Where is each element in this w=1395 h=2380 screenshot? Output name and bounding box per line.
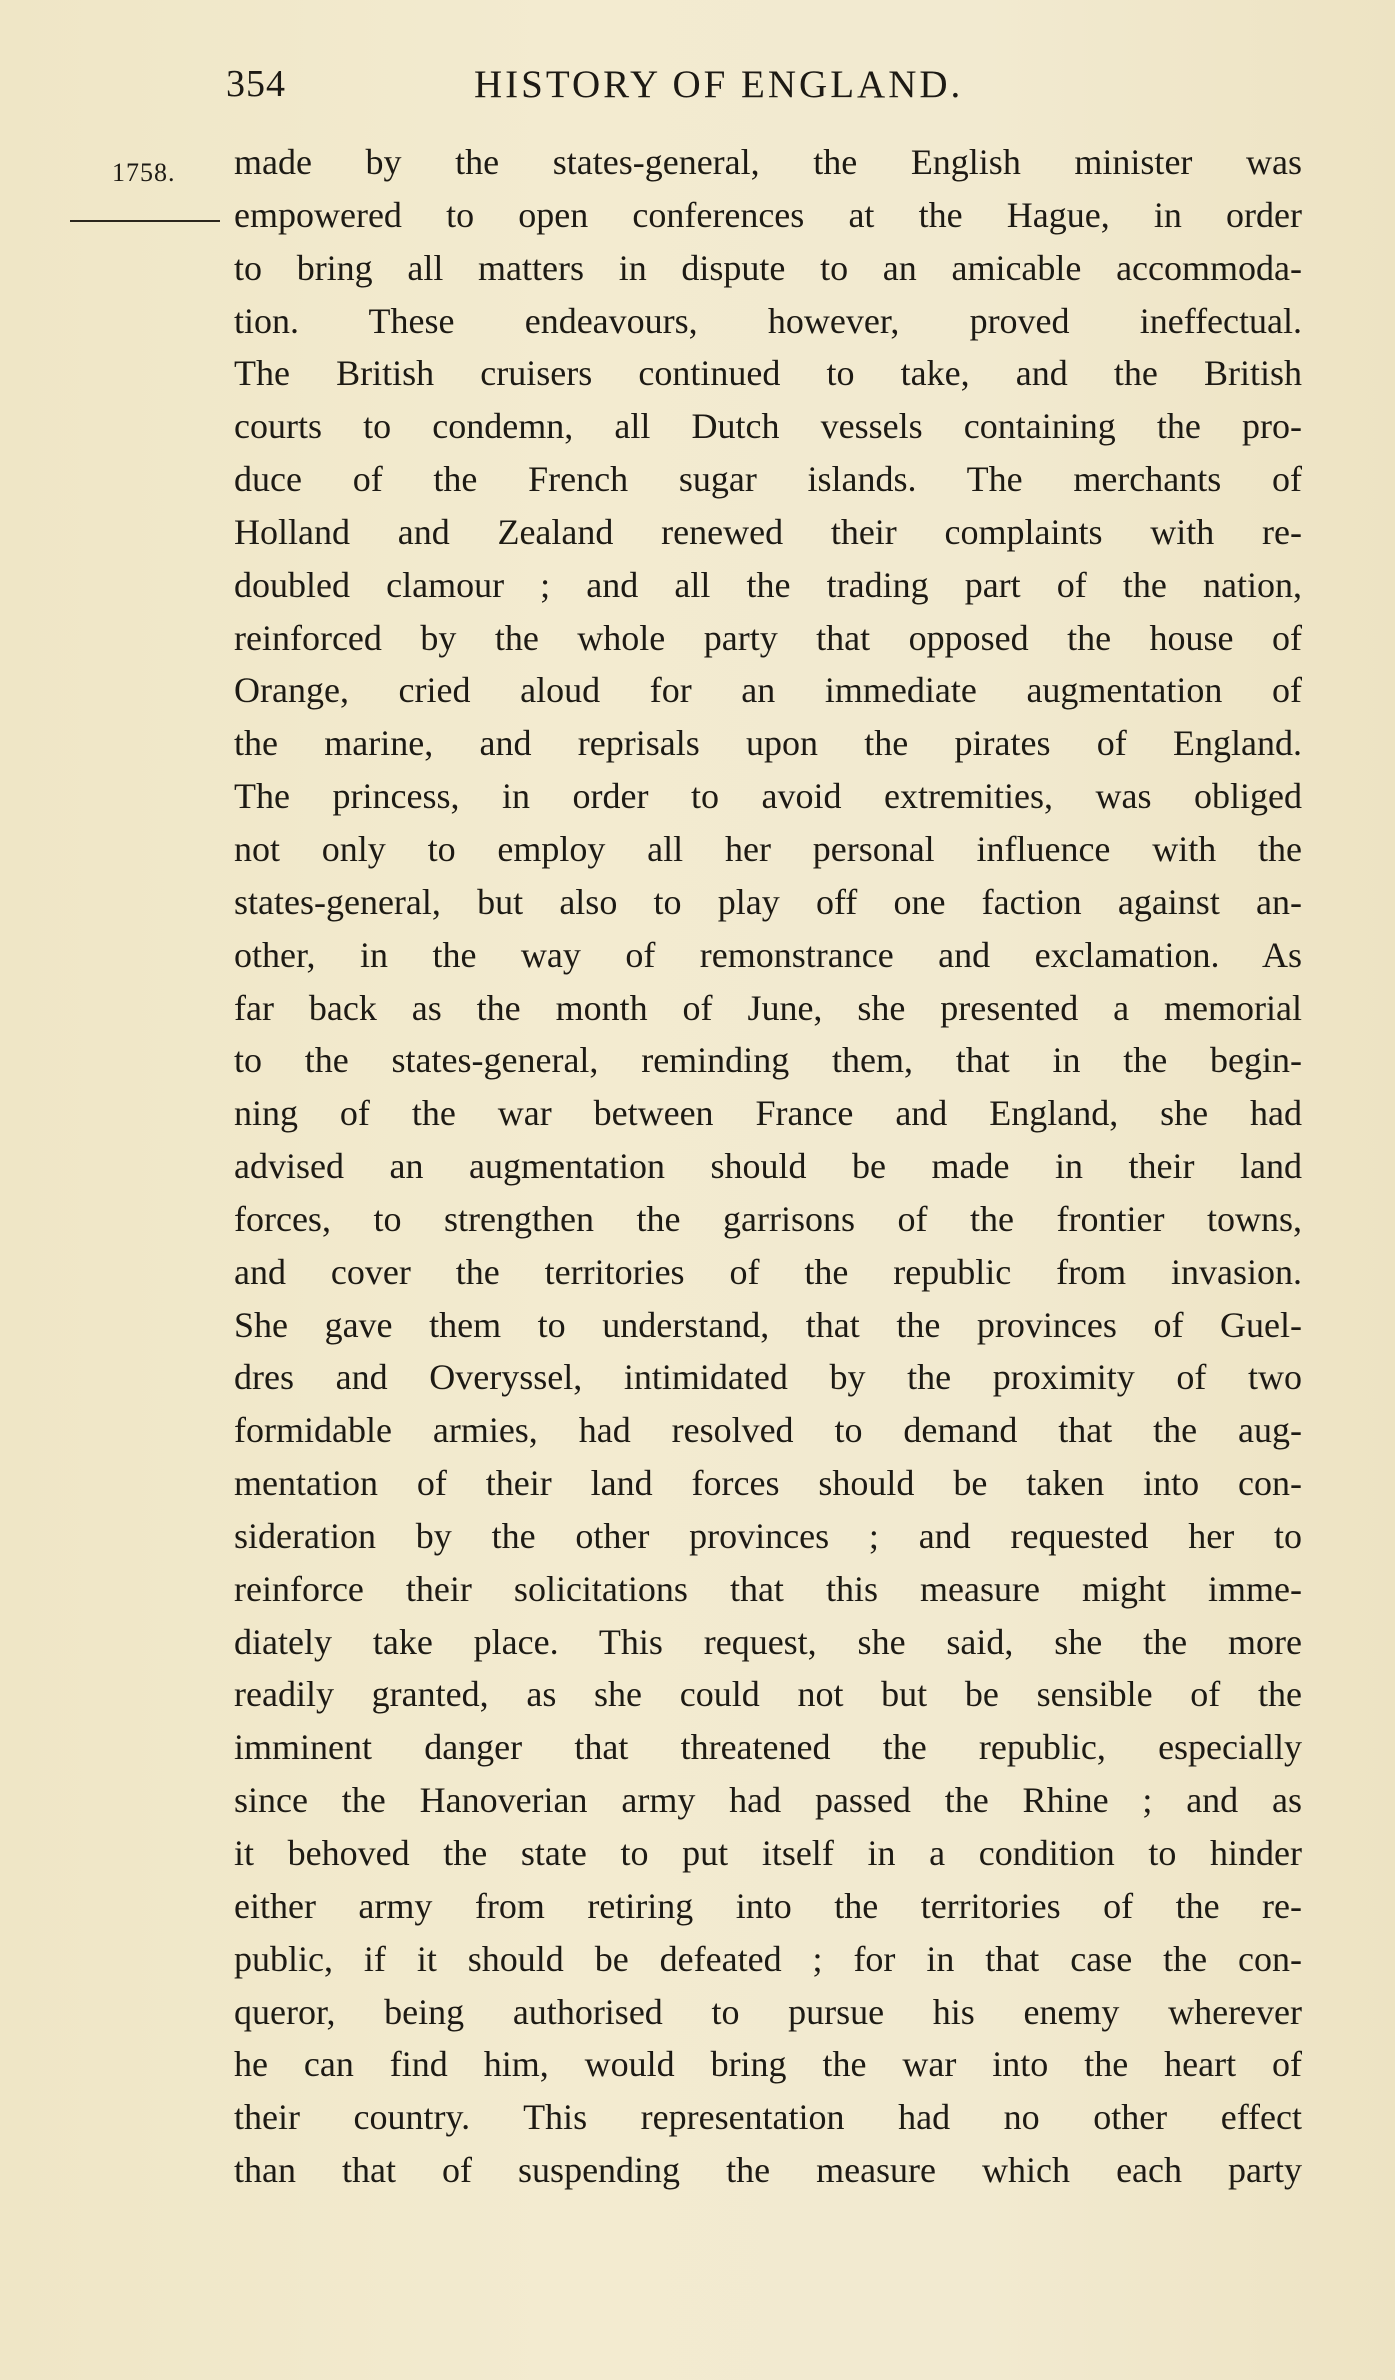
text-line: readily granted, as she could not but be sensible of the (234, 1674, 1302, 1715)
text-line: advised an augmentation should be made in their land (234, 1146, 1302, 1187)
text-line: Holland and Zealand renewed their complaints with re- (234, 511, 1302, 552)
text-line: dres and Overyssel, intimidated by the proximity of two (234, 1357, 1302, 1398)
text-line: tion. These endeavours, however, proved ineffectual. (234, 300, 1302, 341)
text-line: their country. This representation had no other effect (234, 2097, 1302, 2138)
text-line: to the states-general, reminding them, that in the begin- (234, 1040, 1302, 1081)
text-line: The princess, in order to avoid extremities, was obliged (234, 776, 1302, 817)
text-line: far back as the month of June, she presented a memorial (234, 987, 1302, 1028)
text-line: empowered to open conferences at the Hague, in order (234, 194, 1302, 235)
text-line: than that of suspending the measure which each party (234, 2150, 1302, 2191)
text-line: courts to condemn, all Dutch vessels containing the pro- (234, 406, 1302, 447)
text-line: reinforce their solicitations that this measure might imme- (234, 1568, 1302, 1609)
text-line: states-general, but also to play off one faction against an- (234, 881, 1302, 922)
text-line: She gave them to understand, that the provinces of Guel- (234, 1304, 1302, 1345)
margin-year: 1758. (112, 158, 176, 187)
running-head: HISTORY OF ENGLAND. (474, 63, 964, 106)
text-line: forces, to strengthen the garrisons of the frontier towns, (234, 1198, 1302, 1239)
page-number: 354 (226, 63, 286, 105)
text-line: to bring all matters in dispute to an amicable accommoda- (234, 247, 1302, 288)
text-line: queror, being authorised to pursue his enemy wherever (234, 1991, 1302, 2032)
text-line: either army from retiring into the territories of the re- (234, 1885, 1302, 1926)
text-line: imminent danger that threatened the republic, especially (234, 1727, 1302, 1768)
text-line: diately take place. This request, she said, she the more (234, 1621, 1302, 1662)
text-line: it behoved the state to put itself in a condition to hinder (234, 1833, 1302, 1873)
text-line: made by the states-general, the English minister was (234, 142, 1302, 182)
text-line: mentation of their land forces should be taken into con- (234, 1463, 1302, 1504)
text-line: other, in the way of remonstrance and exclamation. As (234, 934, 1302, 975)
text-line: the marine, and reprisals upon the pirates of England. (234, 723, 1302, 764)
text-line: he can find him, would bring the war into the heart of (234, 2044, 1302, 2085)
text-line: since the Hanoverian army had passed the Rhine ; and as (234, 1780, 1302, 1821)
text-line: ning of the war between France and England, she had (234, 1093, 1302, 1134)
body-text (234, 136, 1302, 2197)
text-line: reinforced by the whole party that opposed the house of (234, 617, 1302, 658)
page-header (226, 62, 1106, 112)
text-line: The British cruisers continued to take, and the British (234, 353, 1302, 394)
margin-rule (70, 220, 220, 222)
text-line: sideration by the other provinces ; and requested her to (234, 1515, 1302, 1556)
text-line: not only to employ all her personal influence with the (234, 828, 1302, 869)
text-line: and cover the territories of the republic from invasion. (234, 1251, 1302, 1292)
text-line: doubled clamour ; and all the trading part of the nation, (234, 564, 1302, 605)
text-line: Orange, cried aloud for an immediate augmentation of (234, 670, 1302, 711)
text-line: formidable armies, had resolved to demand that the aug- (234, 1410, 1302, 1451)
text-line: duce of the French sugar islands. The merchants of (234, 459, 1302, 500)
text-line: public, if it should be defeated ; for in that case the con- (234, 1938, 1302, 1979)
